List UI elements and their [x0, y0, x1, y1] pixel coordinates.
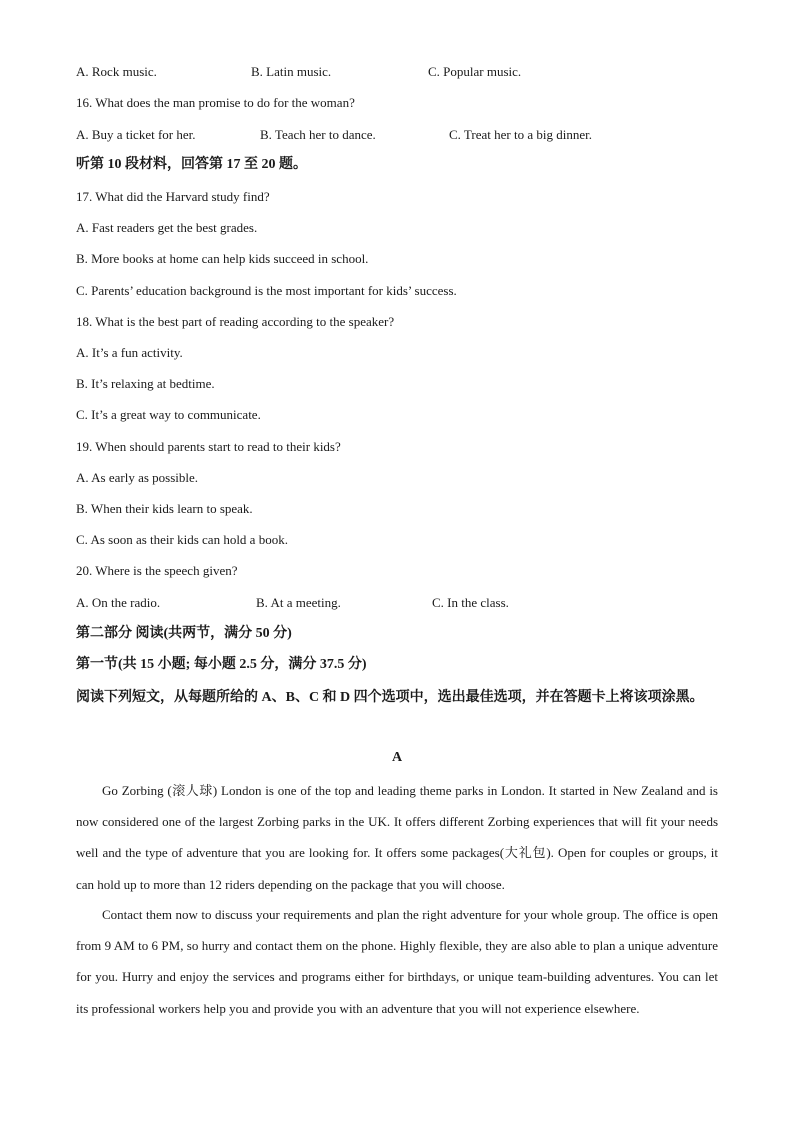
q19-option-b: B. When their kids learn to speak.: [76, 501, 253, 516]
section10-heading: 听第 10 段材料，回答第 17 至 20 题。: [76, 157, 307, 172]
q17-option-a: A. Fast readers get the best grades.: [76, 220, 258, 235]
q18-option-c: C. It’s a great way to communicate.: [76, 407, 261, 422]
q20-option-b: B. At a meeting.: [256, 595, 341, 610]
q17-option-c: C. Parents’ education background is the most important for kids’ success.: [76, 283, 457, 298]
q17-question: 17. What did the Harvard study find?: [76, 189, 270, 204]
q16-question: 16. What does the man promise to do for the woman?: [76, 95, 355, 110]
reading-instructions: 阅读下列短文，从每题所给的 A、B、C 和 D 四个选项中，选出最佳选项，并在答题卡上将该项涂黑。: [76, 690, 704, 705]
q15-option-b: B. Latin music.: [251, 64, 332, 79]
q19-option-a: A. As early as possible.: [76, 470, 199, 485]
section1-heading: 第一节(共 15 小题; 每小题 2.5 分，满分 37.5 分): [76, 657, 367, 672]
q16-option-a: A. Buy a ticket for her.: [76, 127, 196, 142]
q20-question: 20. Where is the speech given?: [76, 563, 238, 578]
q19-question: 19. When should parents start to read to their kids?: [76, 439, 341, 454]
q19-option-c: C. As soon as their kids can hold a book.: [76, 532, 288, 547]
part2-heading: 第二部分 阅读(共两节，满分 50 分): [76, 626, 292, 641]
q17-option-b: B. More books at home can help kids succeed in school.: [76, 251, 369, 266]
q20-option-a: A. On the radio.: [76, 595, 161, 610]
q16-option-c: C. Treat her to a big dinner.: [449, 127, 592, 142]
q15-option-c: C. Popular music.: [428, 64, 522, 79]
q20-option-c: C. In the class.: [432, 595, 509, 610]
q18-option-b: B. It’s relaxing at bedtime.: [76, 376, 215, 391]
passage-paragraph-1: Go Zorbing (滚人球) London is one of the top and leading theme parks in London. It started in New Zealand and is now considered one of the largest Zorbing parks in the UK. It offers different Zorbing experiences that will fit your needs well and the type of adventure that you are looking for. It offers some packages(大礼包). Open for couples or groups, it can hold up to more than 12 riders depending on the package that you will choose.: [76, 783, 718, 892]
q18-option-a: A. It’s a fun activity.: [76, 345, 183, 360]
passage-title: A: [391, 750, 403, 765]
q16-option-b: B. Teach her to dance.: [260, 127, 376, 142]
q18-question: 18. What is the best part of reading according to the speaker?: [76, 314, 395, 329]
passage-paragraph-2: Contact them now to discuss your requirements and plan the right adventure for your whole group. The office is open from 9 AM to 6 PM, so hurry and contact them on the phone. Highly flexible, they are also able to plan a unique adventure for you. Hurry and enjoy the services and programs either for birthdays, or unique team-building adventures. You can let its professional workers help you and provide you with an adventure that you will not experience elsewhere.: [76, 907, 718, 1016]
q15-option-a: A. Rock music.: [76, 64, 157, 79]
